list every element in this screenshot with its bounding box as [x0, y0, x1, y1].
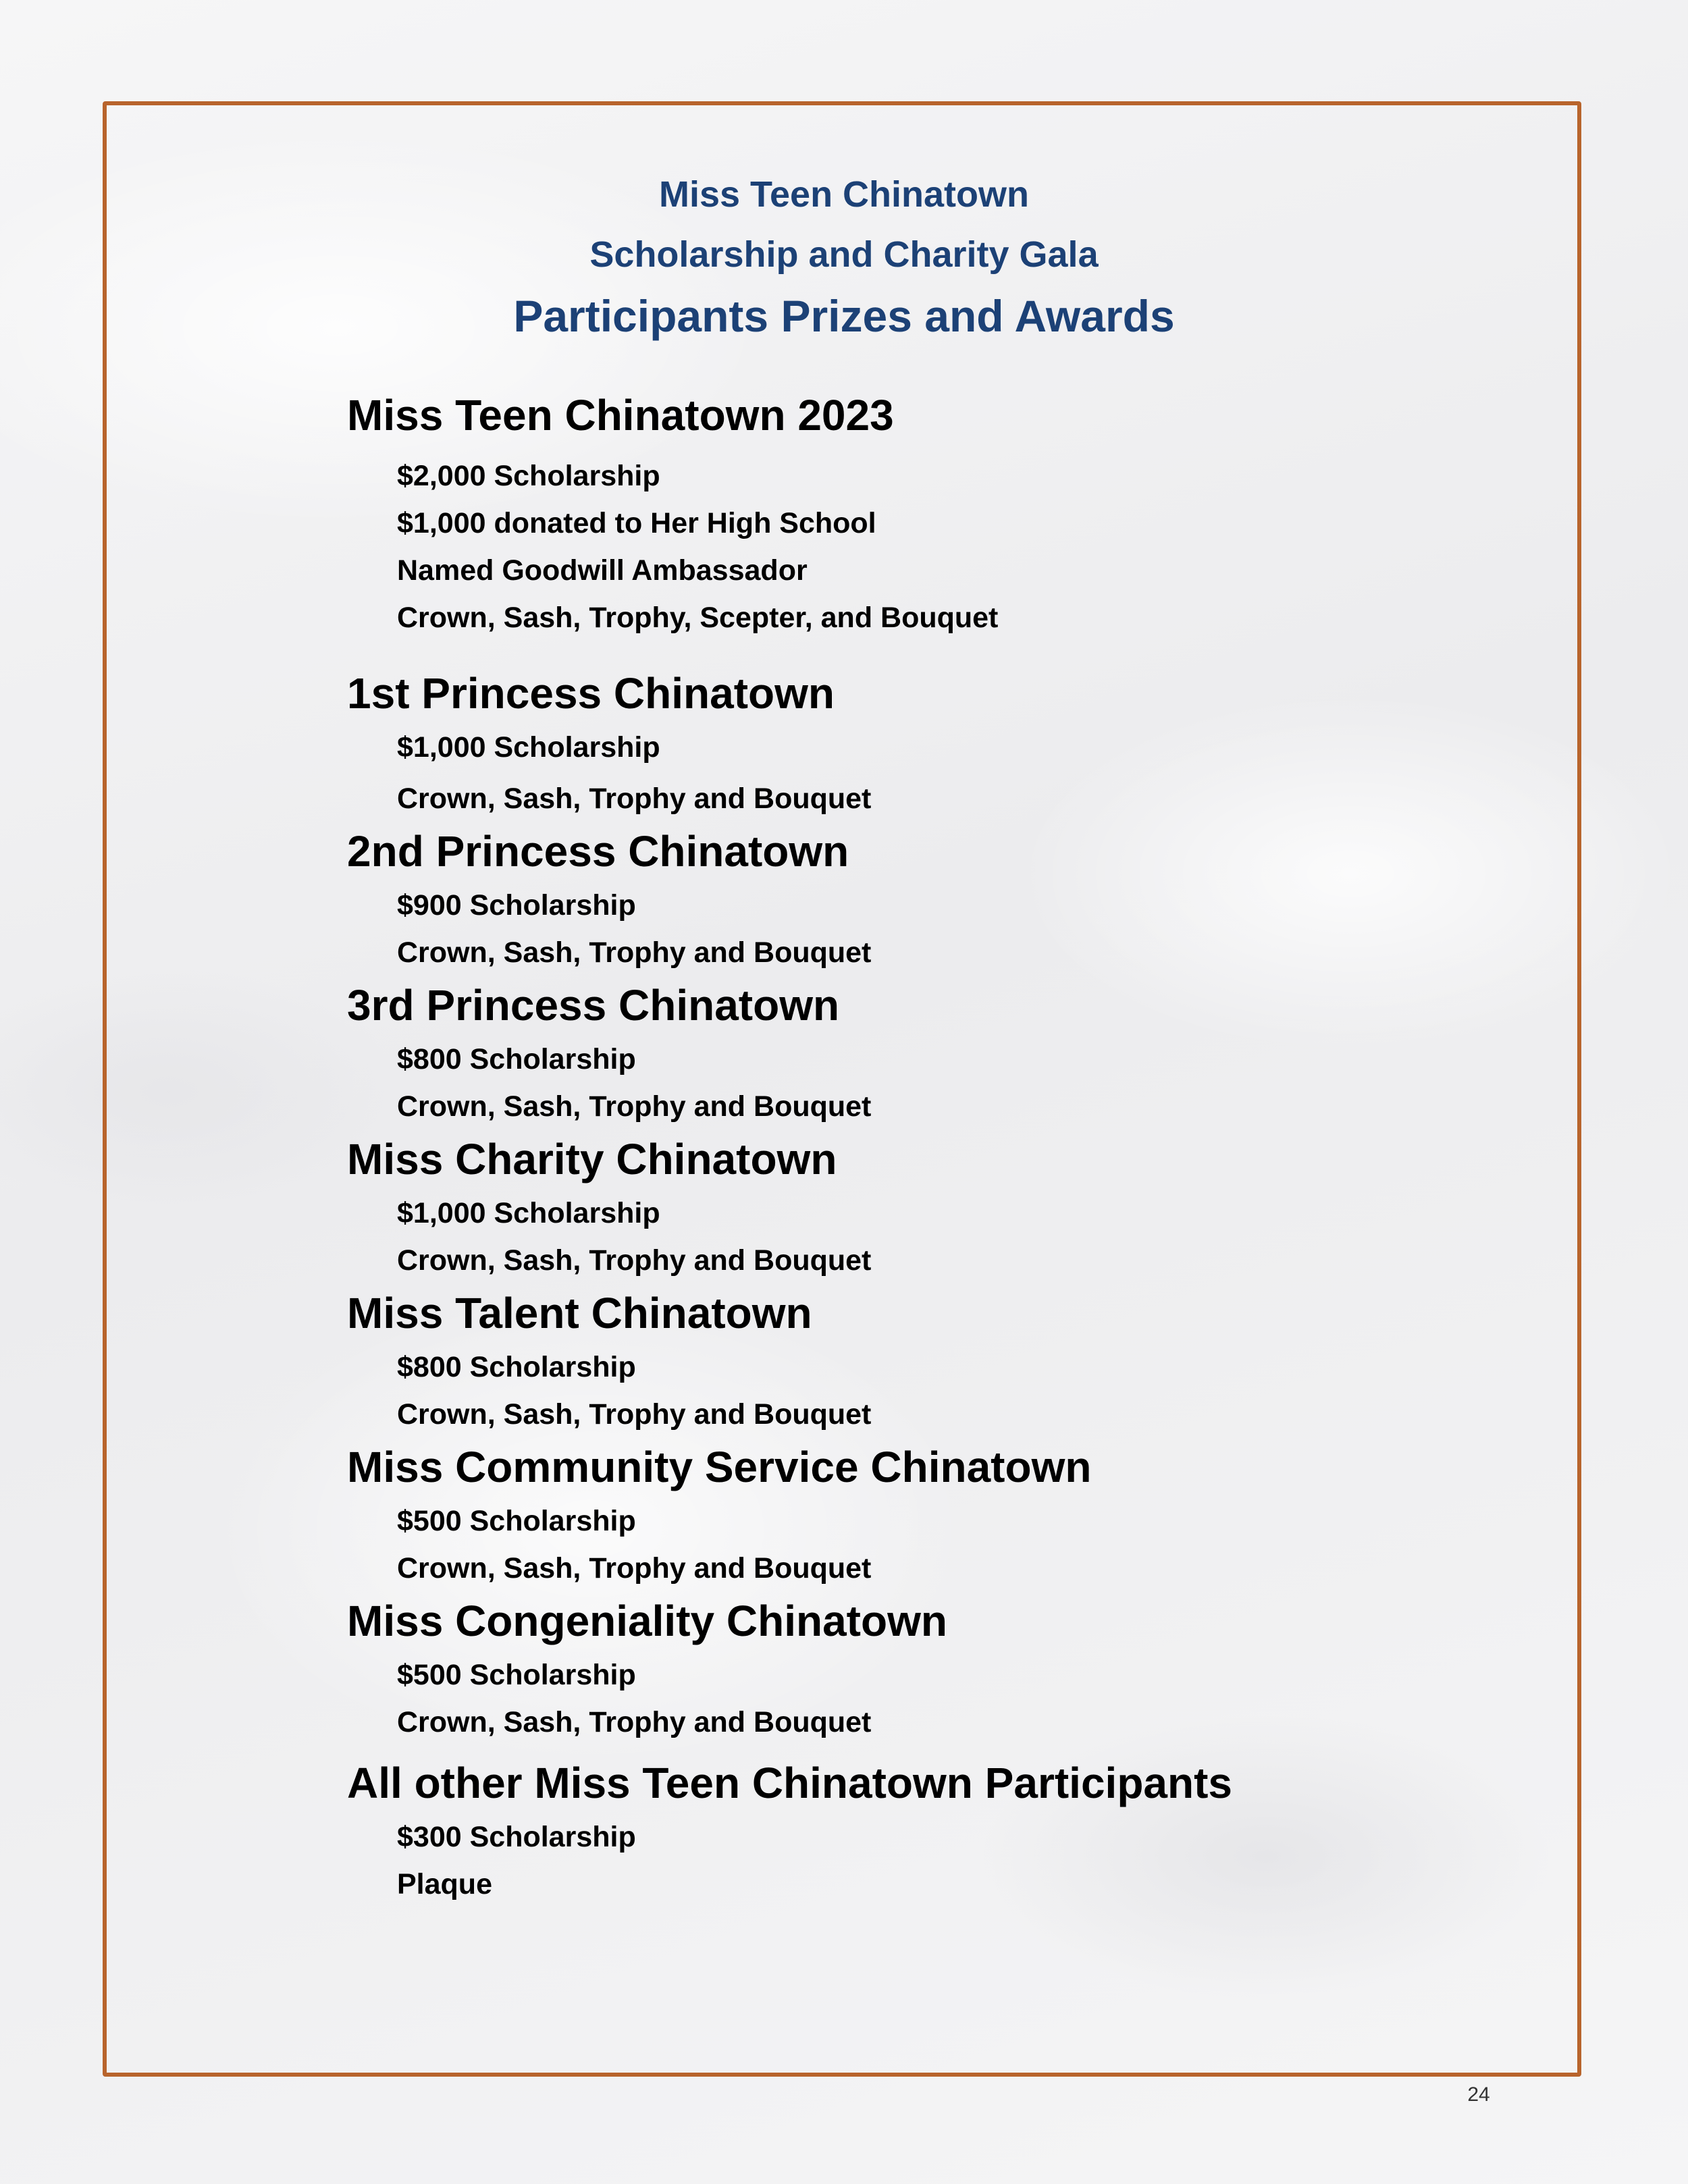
award-prize: Crown, Sash, Trophy, Scepter, and Bouquet	[397, 602, 999, 634]
award-prize: Named Goodwill Ambassador	[397, 554, 808, 587]
award-title: All other Miss Teen Chinatown Participants	[347, 1759, 1232, 1807]
award-title: 2nd Princess Chinatown	[347, 827, 849, 876]
page-number: 24	[1467, 2083, 1490, 2106]
award-prize: Crown, Sash, Trophy and Bouquet	[397, 1706, 872, 1738]
award-prize: $500 Scholarship	[397, 1505, 636, 1537]
award-section	[347, 1437, 1427, 1592]
award-title: Miss Talent Chinatown	[347, 1289, 812, 1337]
award-section	[347, 385, 1427, 641]
award-prize: $1,000 donated to Her High School	[397, 507, 876, 539]
award-title: Miss Teen Chinatown 2023	[347, 391, 894, 440]
award-prize: $800 Scholarship	[397, 1043, 636, 1075]
award-title: 3rd Princess Chinatown	[347, 981, 840, 1030]
page-title: Participants Prizes and Awards	[513, 291, 1175, 341]
award-prize: Plaque	[397, 1868, 492, 1900]
award-title: 1st Princess Chinatown	[347, 669, 835, 718]
award-prize: Crown, Sash, Trophy and Bouquet	[397, 936, 872, 969]
award-section	[347, 1129, 1427, 1284]
header-event-name: Miss Teen Chinatown	[658, 174, 1030, 215]
award-prize: Crown, Sash, Trophy and Bouquet	[397, 1244, 872, 1277]
award-prize: $500 Scholarship	[397, 1659, 636, 1691]
award-section	[347, 1591, 1427, 1746]
award-title: Miss Congeniality Chinatown	[347, 1597, 947, 1645]
award-section	[347, 1283, 1427, 1438]
award-section	[347, 663, 1427, 822]
award-prize: $800 Scholarship	[397, 1351, 636, 1383]
award-prize: $1,000 Scholarship	[397, 1197, 660, 1229]
award-title: Miss Charity Chinatown	[347, 1135, 837, 1183]
award-prize: Crown, Sash, Trophy and Bouquet	[397, 1552, 872, 1584]
award-prize: $900 Scholarship	[397, 889, 636, 922]
award-prize: Crown, Sash, Trophy and Bouquet	[397, 1398, 872, 1431]
award-section	[347, 1753, 1427, 1908]
award-section	[347, 821, 1427, 976]
awards-list	[347, 385, 1427, 1908]
award-prize: $2,000 Scholarship	[397, 460, 660, 492]
award-section	[347, 975, 1427, 1130]
award-prize: Crown, Sash, Trophy and Bouquet	[397, 782, 872, 815]
header-gala-name: Scholarship and Charity Gala	[589, 234, 1099, 275]
award-prize: $300 Scholarship	[397, 1821, 636, 1853]
award-prize: Crown, Sash, Trophy and Bouquet	[397, 1090, 872, 1123]
award-prize: $1,000 Scholarship	[397, 731, 660, 764]
award-title: Miss Community Service Chinatown	[347, 1443, 1092, 1491]
